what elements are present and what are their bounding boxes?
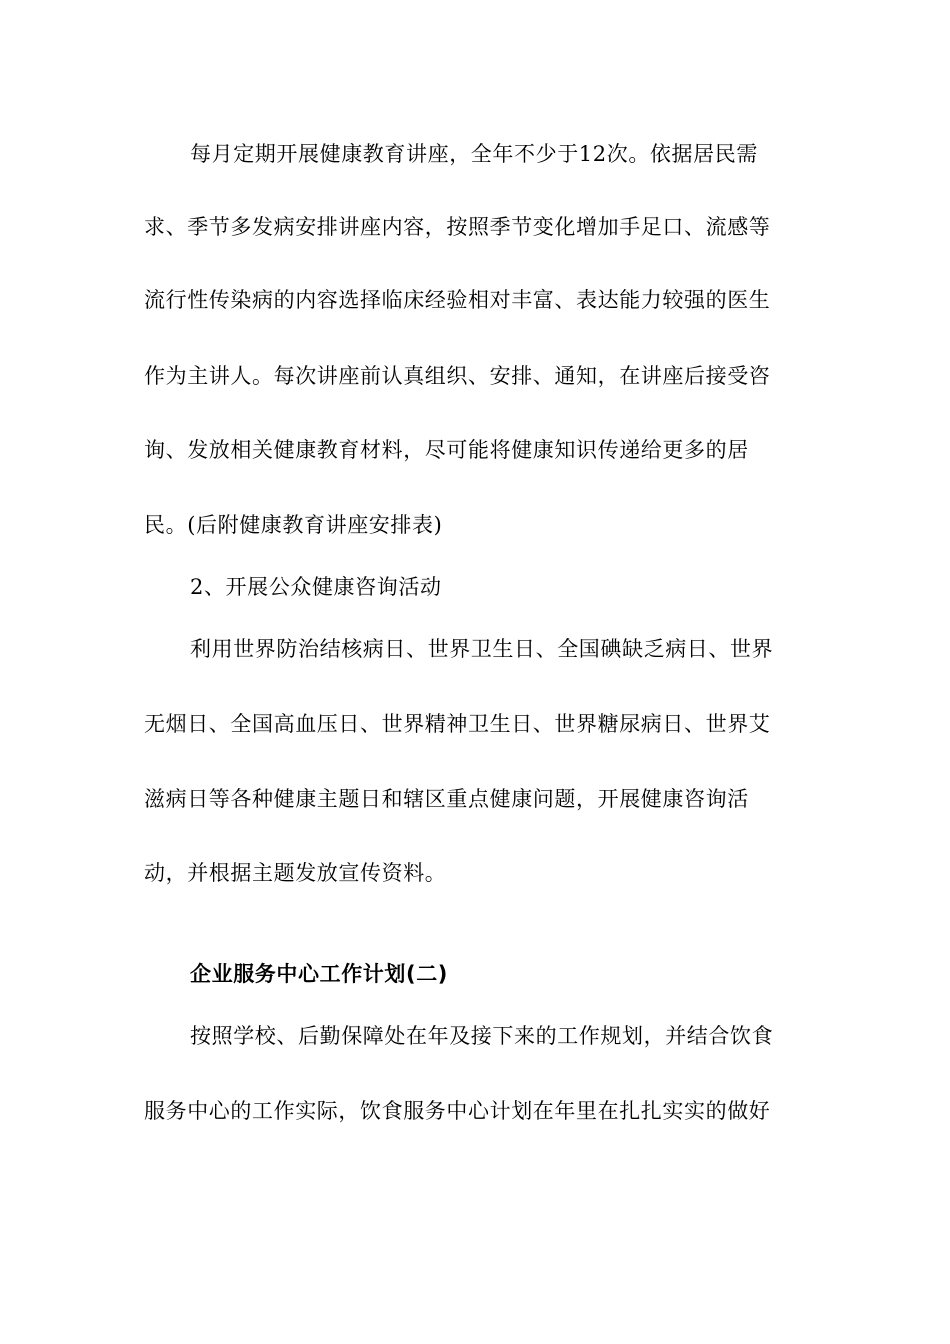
paragraph-line: 询、发放相关健康教育材料，尽可能将健康知识传递给更多的居 [144, 438, 749, 462]
paragraph-line: 服务中心的工作实际，饮食服务中心计划在年里在扎扎实实的做好 [144, 1099, 771, 1123]
paragraph-line: 利用世界防治结核病日、世界卫生日、全国碘缺乏病日、世界 [190, 637, 774, 661]
paragraph-line: 作为主讲人。每次讲座前认真组织、安排、通知，在讲座后接受咨 [144, 364, 771, 388]
section-heading: 企业服务中心工作计划(二) [190, 962, 448, 986]
paragraph-line: 流行性传染病的内容选择临床经验相对丰富、表达能力较强的医生 [144, 288, 771, 312]
paragraph-line: 动，并根据主题发放宣传资料。 [144, 861, 447, 885]
paragraph-line: 求、季节多发病安排讲座内容，按照季节变化增加手足口、流感等 [144, 215, 771, 239]
paragraph-line: 无烟日、全国高血压日、世界精神卫生日、世界糖尿病日、世界艾 [144, 712, 771, 736]
paragraph-line: 按照学校、后勤保障处在年及接下来的工作规划，并结合饮食 [190, 1024, 774, 1048]
paragraph-line: 每月定期开展健康教育讲座，全年不少于12次。依据居民需 [190, 142, 758, 166]
paragraph-line: 民。(后附健康教育讲座安排表) [144, 513, 443, 537]
paragraph-line: 滋病日等各种健康主题日和辖区重点健康问题，开展健康咨询活 [144, 787, 749, 811]
section-title: 2、开展公众健康咨询活动 [190, 575, 442, 599]
